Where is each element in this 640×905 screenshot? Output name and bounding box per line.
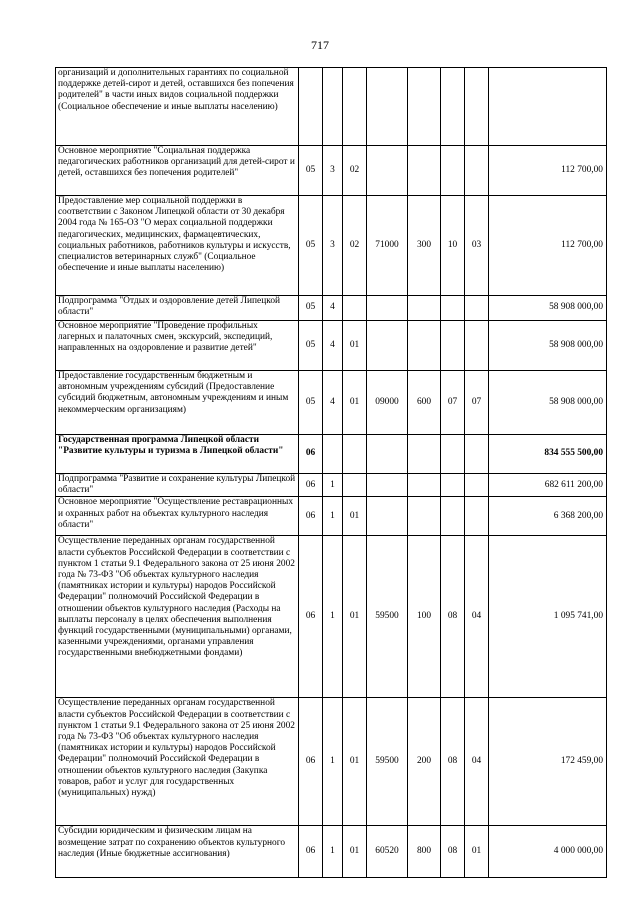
direction-code-cell: 59500 (367, 698, 408, 826)
subprogram-code-cell: 1 (323, 536, 343, 698)
expense-type-code-cell (408, 474, 441, 497)
expense-type-code-cell (408, 296, 441, 321)
subsection-code-cell: 04 (465, 698, 489, 826)
section-code-cell (441, 296, 465, 321)
row-description-cell: Основное мероприятие "Социальная поддержка педагогических работников организаций для детей-сирот и детей, оставшихся без попечения родителей" (56, 146, 299, 196)
expense-type-code-cell: 300 (408, 196, 441, 296)
expense-type-code-cell: 800 (408, 826, 441, 878)
amount-cell: 58 908 000,00 (489, 296, 607, 321)
amount-cell: 58 908 000,00 (489, 321, 607, 371)
program-code-cell: 06 (299, 826, 323, 878)
section-code-cell: 08 (441, 826, 465, 878)
expense-type-code-cell (408, 321, 441, 371)
row-description-cell: Основное мероприятие "Проведение профильных лагерных и палаточных смен, экскурсий, экспедиций, направленных на оздоровление и развитие детей" (56, 321, 299, 371)
page-number: 717 (311, 38, 329, 52)
expense-type-code-cell: 100 (408, 536, 441, 698)
direction-code-cell (367, 296, 408, 321)
budget-table (55, 67, 607, 878)
subsection-code-cell (465, 146, 489, 196)
program-code-cell: 05 (299, 146, 323, 196)
subsection-code-cell (465, 435, 489, 474)
expense-type-code-cell: 200 (408, 698, 441, 826)
activity-code-cell: 01 (343, 321, 367, 371)
amount-cell (489, 68, 607, 146)
direction-code-cell: 71000 (367, 196, 408, 296)
row-description-cell: Подпрограмма "Отдых и оздоровление детей Липецкой области" (56, 296, 299, 321)
amount-cell: 6 368 200,00 (489, 497, 607, 536)
row-description-cell: организаций и дополнительных гарантиях по социальной поддержке детей-сирот и детей, оставшихся без попечения родителей" в части иных видов социальной поддержки (Социальное обеспечение и иные выплаты населению) (56, 68, 299, 146)
section-code-cell (441, 321, 465, 371)
activity-code-cell: 01 (343, 497, 367, 536)
subprogram-code-cell (323, 435, 343, 474)
subprogram-code-cell: 1 (323, 826, 343, 878)
amount-cell: 4 000 000,00 (489, 826, 607, 878)
amount-cell: 834 555 500,00 (489, 435, 607, 474)
activity-code-cell: 02 (343, 196, 367, 296)
section-code-cell (441, 146, 465, 196)
amount-cell: 172 459,00 (489, 698, 607, 826)
section-code-cell: 08 (441, 536, 465, 698)
amount-cell: 1 095 741,00 (489, 536, 607, 698)
direction-code-cell (367, 497, 408, 536)
subsection-code-cell (465, 296, 489, 321)
expense-type-code-cell: 600 (408, 371, 441, 435)
subsection-code-cell (465, 474, 489, 497)
subprogram-code-cell: 1 (323, 497, 343, 536)
subprogram-code-cell: 4 (323, 321, 343, 371)
program-code-cell: 05 (299, 196, 323, 296)
subprogram-code-cell: 3 (323, 146, 343, 196)
row-description-cell: Осуществление переданных органам государственной власти субъектов Российской Федерации в соответствии с пунктом 1 статьи 9.1 Федерального закона от 25 июня 2002 года № 73-ФЗ "Об объектах культурного наследия (памятниках истории и культуры) народов Российской Федерации" полномочий Российской Федерации в отношении объектов культурного наследия (Расходы на выплаты персоналу в целях обеспечения выполнения функций государственными (муниципальными) органами, казенными учреждениями, органами управления государственными внебюджетными фондами) (56, 536, 299, 698)
row-description-cell: Предоставление мер социальной поддержки в соответствии с Законом Липецкой области от 30 декабря 2004 года № 165-ОЗ "О мерах социальной поддержки педагогических, медицинских, фармацевтических, социальных работников, работников культуры и искусств, специалистов ветеринарных служб" (Социальное обеспечение и иные выплаты населению) (56, 196, 299, 296)
table-row (56, 296, 607, 321)
activity-code-cell (343, 474, 367, 497)
subsection-code-cell: 01 (465, 826, 489, 878)
program-code-cell: 06 (299, 435, 323, 474)
program-code-cell: 05 (299, 371, 323, 435)
subprogram-code-cell: 4 (323, 296, 343, 321)
activity-code-cell: 02 (343, 146, 367, 196)
direction-code-cell (367, 321, 408, 371)
program-code-cell (299, 68, 323, 146)
subprogram-code-cell: 3 (323, 196, 343, 296)
subprogram-code-cell (323, 68, 343, 146)
subsection-code-cell (465, 497, 489, 536)
table-row (56, 321, 607, 371)
direction-code-cell (367, 68, 408, 146)
section-code-cell: 10 (441, 196, 465, 296)
direction-code-cell (367, 146, 408, 196)
subprogram-code-cell: 1 (323, 474, 343, 497)
subsection-code-cell: 07 (465, 371, 489, 435)
row-description-cell: Подпрограмма "Развитие и сохранение культуры Липецкой области" (56, 474, 299, 497)
activity-code-cell (343, 435, 367, 474)
table-row (56, 435, 607, 474)
program-code-cell: 05 (299, 296, 323, 321)
table-row (56, 497, 607, 536)
direction-code-cell (367, 474, 408, 497)
expense-type-code-cell (408, 435, 441, 474)
table-row (56, 474, 607, 497)
activity-code-cell (343, 68, 367, 146)
direction-code-cell: 09000 (367, 371, 408, 435)
subsection-code-cell (465, 68, 489, 146)
table-row (56, 826, 607, 878)
program-code-cell: 06 (299, 497, 323, 536)
program-code-cell: 05 (299, 321, 323, 371)
row-description-cell: Основное мероприятие "Осуществление реставрационных и охранных работ на объектах культурного наследия области" (56, 497, 299, 536)
row-description-cell: Государственная программа Липецкой области "Развитие культуры и туризма в Липецкой области" (56, 435, 299, 474)
table-row (56, 698, 607, 826)
row-description-cell: Субсидии юридическим и физическим лицам на возмещение затрат по сохранению объектов культурного наследия (Иные бюджетные ассигнования) (56, 826, 299, 878)
section-code-cell: 08 (441, 698, 465, 826)
amount-cell: 58 908 000,00 (489, 371, 607, 435)
section-code-cell (441, 435, 465, 474)
subsection-code-cell: 04 (465, 536, 489, 698)
section-code-cell: 07 (441, 371, 465, 435)
expense-type-code-cell (408, 68, 441, 146)
expense-type-code-cell (408, 497, 441, 536)
subsection-code-cell: 03 (465, 196, 489, 296)
table-row (56, 68, 607, 146)
row-description-cell: Предоставление государственным бюджетным и автономным учреждениям субсидий (Предоставление субсидий бюджетным, автономным учреждениям и иным некоммерческим организациям) (56, 371, 299, 435)
amount-cell: 112 700,00 (489, 146, 607, 196)
activity-code-cell: 01 (343, 536, 367, 698)
amount-cell: 112 700,00 (489, 196, 607, 296)
activity-code-cell: 01 (343, 698, 367, 826)
row-description-cell: Осуществление переданных органам государственной власти субъектов Российской Федерации в соответствии с пунктом 1 статьи 9.1 Федерального закона от 25 июня 2002 года № 73-ФЗ "Об объектах культурного наследия (памятниках истории и культуры) народов Российской Федерации" полномочий Российской Федерации в отношении объектов культурного наследия (Закупка товаров, работ и услуг для государственных (муниципальных) нужд) (56, 698, 299, 826)
table-row (56, 536, 607, 698)
amount-cell: 682 611 200,00 (489, 474, 607, 497)
section-code-cell (441, 474, 465, 497)
section-code-cell (441, 497, 465, 536)
activity-code-cell (343, 296, 367, 321)
activity-code-cell: 01 (343, 371, 367, 435)
direction-code-cell (367, 435, 408, 474)
direction-code-cell: 60520 (367, 826, 408, 878)
program-code-cell: 06 (299, 698, 323, 826)
subprogram-code-cell: 4 (323, 371, 343, 435)
table-row (56, 196, 607, 296)
activity-code-cell: 01 (343, 826, 367, 878)
table-row (56, 371, 607, 435)
direction-code-cell: 59500 (367, 536, 408, 698)
table-row (56, 146, 607, 196)
section-code-cell (441, 68, 465, 146)
subsection-code-cell (465, 321, 489, 371)
expense-type-code-cell (408, 146, 441, 196)
subprogram-code-cell: 1 (323, 698, 343, 826)
program-code-cell: 06 (299, 474, 323, 497)
program-code-cell: 06 (299, 536, 323, 698)
